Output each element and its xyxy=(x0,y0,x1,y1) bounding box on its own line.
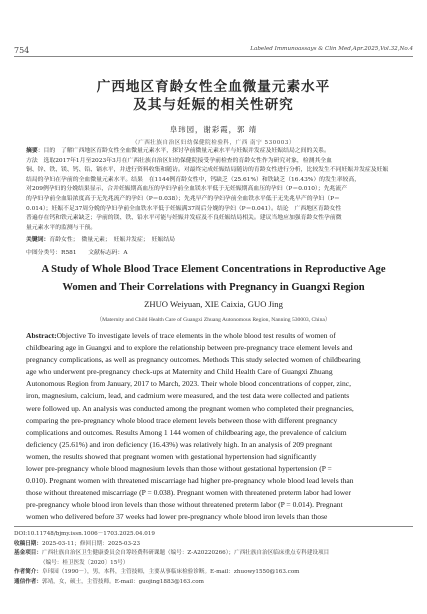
corresponding-author: 通信作者：郭靖，女，硕士，主管技师。E-mail：guojing1883@163.com xyxy=(14,578,204,585)
en-authors: ZHUO Weiyuan, XIE Caixia, GUO Jing xyxy=(144,299,283,309)
cn-abstract-label: 摘要 xyxy=(26,148,38,154)
fund-info-cont: （编号：桂卫医发〔2020〕15号） xyxy=(40,559,129,566)
cn-authors: 阜玮园，谢彩霞，郭 靖 xyxy=(169,125,258,134)
en-abstract-line: Abstract:Objective To investigate levels of trace elements in the whole blood test results of women of xyxy=(26,331,336,340)
en-abstract-line: age who underwent pre-pregnancy check-ups at Maternity and Child Health Care of Guangxi Zhuang xyxy=(26,367,333,377)
en-abstract-line: lower pre-pregnancy whole blood magnesium levels than those without gestational hypertension (P = xyxy=(26,464,332,474)
en-abstract-line: 0.010). Pregnant women with threatened miscarriage had higher pre-pregnancy whole blood lead levels than xyxy=(26,476,354,486)
cn-classification: 中图分类号：R581 文献标志码：A xyxy=(26,250,128,256)
en-abstract-line: deficiency (25.61%) and iron deficiency (16.43%) was relatively high. In an analysis of 209 pregnant xyxy=(26,439,333,449)
cn-abstract-line: 铜、锌、铁、镁、钙、铅、镉水平，并进行资料收集和随访。对最终完成妊娠结局随访的育龄女性进行分析，比较发生不同妊娠并发症及妊娠 xyxy=(26,167,389,174)
en-abstract-line: women, the results showed that pregnant women with gestational hypertension had significantly xyxy=(26,451,317,461)
cn-affiliation: （广西壮族自治区妇幼保健院检验科，广西 南宁 530003） xyxy=(132,140,295,146)
en-abstract-line: women who delivered before 37 weeks had lower pre-pregnancy whole blood iron levels than those xyxy=(26,512,328,522)
running-head: Labeled Immunoassays & Clin Med,Apr.2025,Vol.32,No.4 xyxy=(250,46,413,52)
cn-title-line2: 及其与妊娠的相关性研究 xyxy=(133,97,294,113)
page-number: 754 xyxy=(14,46,30,55)
en-title-line1: A Study of Whole Blood Trace Element Concentrations in Reproductive Age xyxy=(41,264,386,275)
en-affiliation: （Maternity and Child Health Care of Guangxi Zhuang Autonomous Region, Nanning 530003, China） xyxy=(96,317,331,323)
cn-abstract-line: 摘要：目的 了解广西地区育龄女性全血微量元素水平，探讨孕前微量元素水平与妊娠并发症及妊娠结局之间的关系。 xyxy=(26,148,330,154)
footer-notes xyxy=(14,530,413,588)
cn-abstract-line: 的孕妇孕前全血铅浓度高于无先兆流产的孕妇（P＝0.038）；先兆早产的孕妇孕前全血铁水平低于无先兆早产的孕妇（P＝ xyxy=(26,195,340,202)
cn-keywords-label: 关键词： xyxy=(26,237,50,243)
cn-title-line1: 广西地区育龄女性全血微量元素水平 xyxy=(96,79,331,95)
received-dates: 收稿日期：2025-03-11；修回日期：2025-03-23 xyxy=(14,540,141,547)
en-abstract-line: pregnancy complications, as well as pregnancy outcomes. Methods This study selected women of childbearing xyxy=(26,355,361,365)
en-abstract-line: childbearing age in Guangxi and to explore the relationship between pre-pregnancy trace element levels and xyxy=(26,343,353,353)
cn-abstract-line: 0.014）；妊娠不足37周分娩的孕妇孕前全血铁水平低于妊娠满37周后分娩的孕妇（P＝0.041）。结论 广西地区育龄女性 xyxy=(26,205,342,212)
en-abstract-line: comparing the pre-pregnancy whole blood trace element levels between those with different pregnancy xyxy=(26,415,338,425)
cn-abstract-line: 普遍存在钙和铁元素缺乏；孕前的镁、铁、铅水平可能与妊娠并发症及不良妊娠结局相关。建议当地应加强育龄女性孕前微 xyxy=(26,215,342,222)
en-abstract-line: were followed up. An analysis was conducted among the pregnant women who completed their pregnancies, xyxy=(26,403,354,413)
en-abstract-line: pre-pregnancy whole blood iron levels than those without threatened preterm labor (P = 0.014). Pregnant xyxy=(26,500,343,510)
en-abstract-label: Abstract: xyxy=(26,331,57,340)
author-info: 作者简介：阜玮园（1990－），男，本科，主管技师，主要从事临床检验诊断。E-mail：zhuowy1550@163.com xyxy=(14,569,300,576)
cn-abstract xyxy=(26,147,401,233)
cn-abstract-line: 结局的孕妇在孕前的全血微量元素水平。结果 在1144例育龄女性中，钙缺乏（25.61%）和铁缺乏（16.43%）的发生率较高， xyxy=(26,176,361,183)
en-abstract xyxy=(26,330,401,524)
cn-abstract-line: 方法 选取2017年1月至2023年3月在广西壮族自治区妇幼保健院接受孕前检查的育龄女性作为研究对象，检测其全血 xyxy=(26,157,332,164)
en-abstract-line: complications and outcomes. Results Among 1 144 women of childbearing age, the prevalence of calcium xyxy=(26,427,347,437)
en-abstract-line: Autonomous Region from January, 2017 to March, 2023. Their whole blood concentrations of copper, zinc, xyxy=(26,379,351,389)
doi: DOI:10.11748/bjmy.issn.1006－1703.2025.04.019 xyxy=(14,531,155,537)
en-abstract-line: those without threatened miscarriage (P = 0.038). Pregnant women with threatened preterm labor had lower xyxy=(26,488,352,498)
en-title-line2: Women and Their Correlations with Pregnancy in Guangxi Region xyxy=(62,282,365,293)
cn-abstract-line: 对209例孕妇的分娩结果显示，合并妊娠期高血压的孕妇孕前全血镁水平低于无妊娠期高血压的孕妇（P＝0.010）；先兆流产 xyxy=(26,186,348,193)
en-abstract-line: iron, magnesium, calcium, lead, and cadmium were measured, and the test data were collected and patients xyxy=(26,391,350,401)
cn-keywords xyxy=(26,236,401,246)
cn-keywords-text: 育龄女性； 微量元素； 妊娠并发症； 妊娠结局 xyxy=(49,237,176,243)
fund-info: 基金项目：广西壮族自治区卫生健康委员会自筹经费科研课题（编号：Z-A20220266）；广西壮族自治区临床重点专科建设项目 xyxy=(14,550,330,557)
header-rule xyxy=(14,56,413,57)
footer-rule xyxy=(14,526,413,527)
cn-abstract-line: 量元素水平的监测与干预。 xyxy=(26,224,97,231)
